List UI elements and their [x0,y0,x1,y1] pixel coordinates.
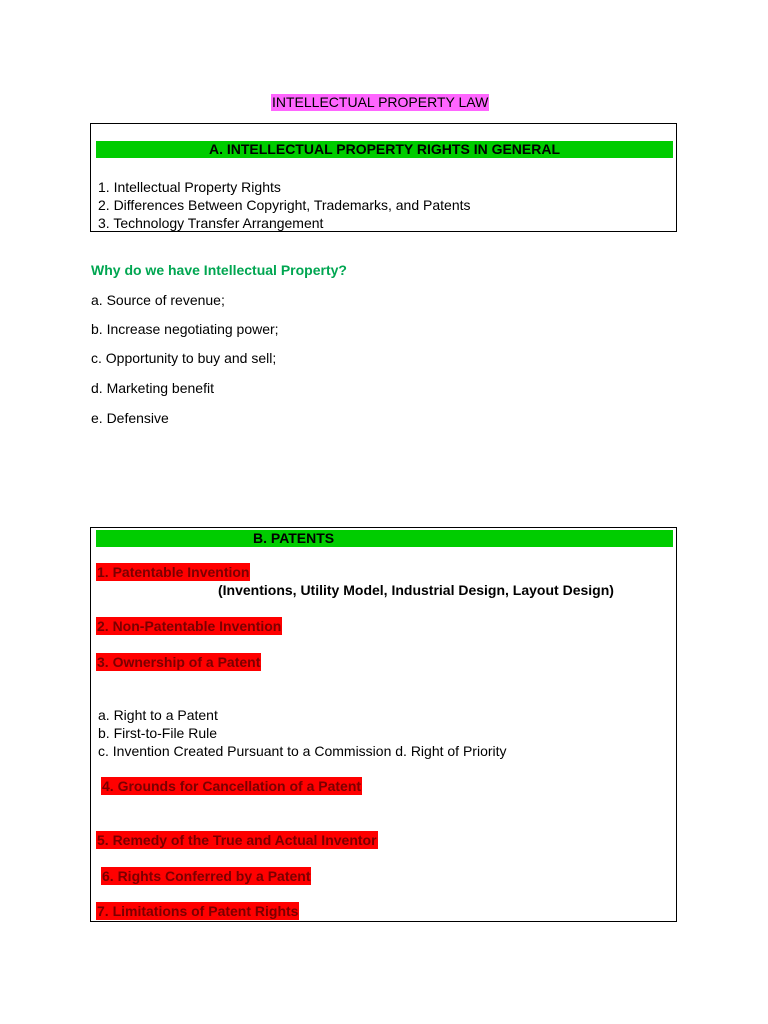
reason-e: e. Defensive [91,410,169,426]
topic-patentable-invention: 1. Patentable Invention [97,564,250,580]
why-question: Why do we have Intellectual Property? [91,262,347,278]
topic-patentable-subtext: (Inventions, Utility Model, Industrial Design, Layout Design) [218,582,614,598]
topic-limitations: 7. Limitations of Patent Rights [97,903,299,919]
ownership-item-b: b. First-to-File Rule [98,725,218,741]
topic-remedy: 5. Remedy of the True and Actual Inventor [97,832,377,848]
section-b-box [90,527,677,922]
section-a-item-2: 2. Differences Between Copyright, Trademarks, and Patents [98,197,471,213]
document-title: INTELLECTUAL PROPERTY LAW [272,94,489,110]
reason-a: a. Source of revenue; [91,292,225,308]
topic-cancellation: 4. Grounds for Cancellation of a Patent [102,778,362,794]
reason-d: d. Marketing benefit [91,380,214,396]
section-b-heading [96,530,673,547]
section-b-heading-text: B. PATENTS [253,530,335,546]
ownership-item-a: a. Right to a Patent [98,707,218,723]
section-a-item-1: 1. Intellectual Property Rights [98,179,281,195]
topic-rights-conferred: 6. Rights Conferred by a Patent [102,868,311,884]
topic-ownership: 3. Ownership of a Patent [97,654,261,670]
ownership-item-c: c. Invention Created Pursuant to a Commission d. Right of Priority [98,743,507,759]
section-a-item-3: 3. Technology Transfer Arrangement [98,215,324,231]
section-a-heading: A. INTELLECTUAL PROPERTY RIGHTS IN GENERAL [96,141,673,158]
topic-non-patentable: 2. Non-Patentable Invention [97,618,282,634]
reason-c: c. Opportunity to buy and sell; [91,350,277,366]
reason-b: b. Increase negotiating power; [91,321,279,337]
section-a-box [90,123,677,232]
